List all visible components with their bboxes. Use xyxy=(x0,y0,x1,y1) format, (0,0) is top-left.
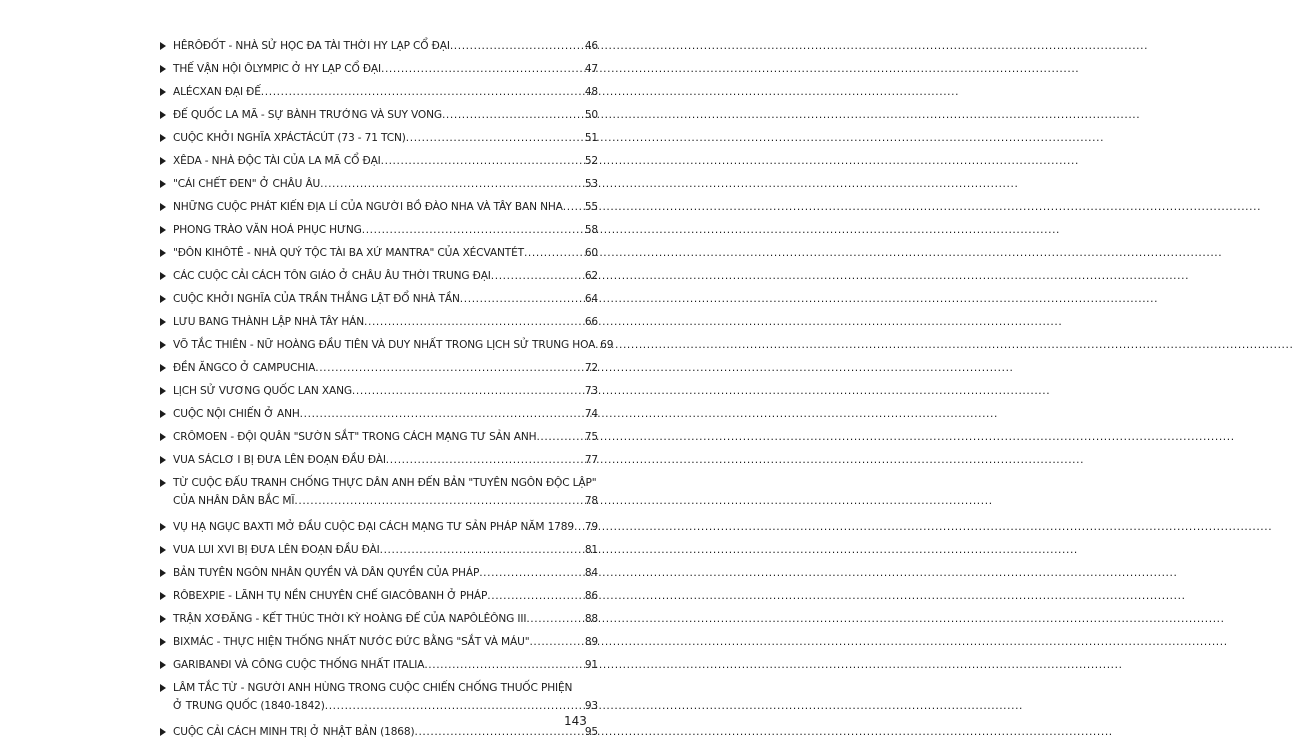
entry-page: 88 xyxy=(584,613,598,625)
entry-page: 72 xyxy=(584,362,598,374)
triangle-bullet-icon xyxy=(160,456,166,464)
entry-page: 91 xyxy=(584,659,598,671)
toc-entry xyxy=(160,83,598,106)
entry-page: 60 xyxy=(584,247,598,259)
toc-entry xyxy=(160,723,598,746)
dot-leader xyxy=(563,198,584,216)
triangle-bullet-icon xyxy=(160,295,166,303)
dot-leader xyxy=(381,152,584,170)
entry-title: NHỮNG CUỘC PHÁT KIẾN ĐỊA LÍ CỦA NGƯỜI BỒ ĐÀO NHA VÀ TÂY BAN NHA xyxy=(173,201,563,213)
dot-leader xyxy=(261,83,584,101)
entry-title: CRÔMOEN - ĐỘI QUÂN "SƯỜN SẮT" TRONG CÁCH MẠNG TƯ SẢN ANH xyxy=(173,431,537,443)
entry-page: 48 xyxy=(584,86,598,98)
toc-entry xyxy=(160,60,598,83)
entry-page: 86 xyxy=(584,590,598,602)
triangle-bullet-icon xyxy=(160,684,166,692)
dot-leader xyxy=(526,610,583,628)
toc-entry xyxy=(160,336,614,359)
entry-page: 73 xyxy=(584,385,598,397)
dot-leader xyxy=(300,405,584,423)
dot-leader xyxy=(450,37,584,55)
entry-page: 74 xyxy=(584,408,598,420)
entry-title: CUỘC NỘI CHIẾN Ở ANH xyxy=(173,408,300,420)
dot-leader xyxy=(574,518,584,536)
triangle-bullet-icon xyxy=(160,410,166,418)
entry-title: HÊRÔĐỐT - NHÀ SỬ HỌC ĐA TÀI THỜI HY LẠP CỔ ĐẠI xyxy=(173,40,450,52)
entry-title: ALÉCXAN ĐẠI ĐẾ xyxy=(173,86,261,98)
triangle-bullet-icon xyxy=(160,433,166,441)
toc-entry xyxy=(160,656,598,679)
entry-title: "CÁI CHẾT ĐEN" Ở CHÂU ÂU xyxy=(173,178,321,190)
dot-leader xyxy=(320,175,584,193)
entry-title-line-1: TỪ CUỘC ĐẤU TRANH CHỐNG THỰC DÂN ANH ĐẾN BẢN "TUYÊN NGÔN ĐỘC LẬP" xyxy=(173,477,597,489)
dot-leader xyxy=(424,656,584,674)
entry-title: THẾ VẬN HỘI ÔLYMPIC Ở HY LẠP CỔ ĐẠI xyxy=(173,63,381,75)
entry-title: TRẬN XƠĐĂNG - KẾT THÚC THỜI KỲ HOÀNG ĐẾ CỦA NAPÔLÊÔNG III xyxy=(173,613,527,625)
entry-title: VUA LUI XVI BỊ ĐƯA LÊN ĐOẠN ĐẦU ĐÀI xyxy=(173,544,380,556)
entry-title: BIXMÁC - THỰC HIỆN THỐNG NHẤT NƯỚC ĐỨC BẰNG "SẮT VÀ MÁU" xyxy=(173,636,530,648)
dot-leader xyxy=(414,723,583,741)
entry-page: 95 xyxy=(584,726,598,738)
entry-page: 84 xyxy=(584,567,598,579)
triangle-bullet-icon xyxy=(160,638,166,646)
triangle-bullet-icon xyxy=(160,728,166,736)
dot-leader xyxy=(524,244,584,262)
toc-entry xyxy=(160,518,598,541)
entry-title: CÁC CUỘC CẢI CÁCH TÔN GIÁO Ở CHÂU ÂU THỜI TRUNG ĐẠI xyxy=(173,270,491,282)
entry-page: 58 xyxy=(584,224,598,236)
entry-title: PHONG TRÀO VĂN HOÁ PHỤC HƯNG xyxy=(173,224,362,236)
dot-leader xyxy=(364,313,584,331)
toc-entry xyxy=(160,267,598,290)
triangle-bullet-icon xyxy=(160,387,166,395)
entry-title: GARIBANĐI VÀ CÔNG CUỘC THỐNG NHẤT ITALIA xyxy=(173,659,425,671)
toc-entry xyxy=(160,679,598,723)
triangle-bullet-icon xyxy=(160,111,166,119)
entry-page: 46 xyxy=(584,40,598,52)
entry-page: 69 xyxy=(600,339,614,351)
entry-page: 53 xyxy=(584,178,598,190)
triangle-bullet-icon xyxy=(160,157,166,165)
entry-page: 50 xyxy=(584,109,598,121)
dot-leader xyxy=(315,359,584,377)
triangle-bullet-icon xyxy=(160,272,166,280)
entry-page: 47 xyxy=(584,63,598,75)
toc-entry xyxy=(160,244,598,267)
toc-entry xyxy=(160,152,598,175)
entry-page: 93 xyxy=(584,700,598,712)
toc-entry xyxy=(160,313,598,336)
toc-entry xyxy=(160,106,598,129)
entry-title: LƯU BANG THÀNH LẬP NHÀ TÂY HÁN xyxy=(173,316,365,328)
toc-entry xyxy=(160,428,598,451)
triangle-bullet-icon xyxy=(160,42,166,50)
toc-entry xyxy=(160,359,598,382)
toc-entry xyxy=(160,564,598,587)
dot-leader xyxy=(460,290,584,308)
dot-leader xyxy=(294,492,583,510)
entry-page: 62 xyxy=(584,270,598,282)
entry-page: 64 xyxy=(584,293,598,305)
triangle-bullet-icon xyxy=(160,134,166,142)
triangle-bullet-icon xyxy=(160,180,166,188)
entry-page: 81 xyxy=(584,544,598,556)
dot-leader xyxy=(362,221,584,239)
dot-leader xyxy=(487,587,584,605)
entry-page: 55 xyxy=(584,201,598,213)
entry-page: 79 xyxy=(584,521,598,533)
dot-leader xyxy=(381,60,584,78)
dot-leader xyxy=(380,541,584,559)
dot-leader xyxy=(491,267,584,285)
entry-title-line-2: CỦA NHÂN DÂN BẮC MĨ xyxy=(173,495,295,507)
entry-title: BẢN TUYÊN NGÔN NHÂN QUYỀN VÀ DÂN QUYỀN CỦA PHÁP xyxy=(173,567,480,579)
triangle-bullet-icon xyxy=(160,569,166,577)
entry-page: 66 xyxy=(584,316,598,328)
toc-entry xyxy=(160,290,598,313)
toc-entry xyxy=(160,221,598,244)
entry-title: VUA SÁCLƠ I BỊ ĐƯA LÊN ĐOẠN ĐẦU ĐÀI xyxy=(173,454,386,466)
entry-title: LỊCH SỬ VƯƠNG QUỐC LAN XANG xyxy=(173,385,352,397)
dot-leader xyxy=(536,428,583,446)
entry-page: 77 xyxy=(584,454,598,466)
entry-title: ĐẾ QUỐC LA MÃ - SỰ BÀNH TRƯỚNG VÀ SUY VONG xyxy=(173,109,442,121)
entry-title: VÕ TẮC THIÊN - NỮ HOÀNG ĐẦU TIÊN VÀ DUY NHẤT TRONG LỊCH SỬ TRUNG HOA xyxy=(173,339,596,351)
entry-title: "ĐÔN KIHÔTÊ - NHÀ QUÝ TỘC TÀI BA XỨ MANTRA" CỦA XÉCVANTÉT xyxy=(173,247,524,259)
entry-page: 89 xyxy=(584,636,598,648)
entry-title-line-1: LÂM TẮC TỪ - NGƯỜI ANH HÙNG TRONG CUỘC CHIẾN CHỐNG THUỐC PHIỆN xyxy=(173,682,573,694)
toc-entry xyxy=(160,541,598,564)
triangle-bullet-icon xyxy=(160,615,166,623)
entry-page: 78 xyxy=(584,495,598,507)
entry-title: XÊDA - NHÀ ĐỘC TÀI CỦA LA MÃ CỔ ĐẠI xyxy=(173,155,381,167)
toc-entry xyxy=(160,37,598,60)
triangle-bullet-icon xyxy=(160,341,166,349)
triangle-bullet-icon xyxy=(160,203,166,211)
entry-title: CUỘC CẢI CÁCH MINH TRỊ Ở NHẬT BẢN (1868) xyxy=(173,726,415,738)
toc-entry xyxy=(160,382,598,405)
dot-leader xyxy=(325,697,584,715)
entry-title: RÔBEXPIE - LÃNH TỤ NỀN CHUYÊN CHẾ GIACÔBANH Ở PHÁP xyxy=(173,590,488,602)
entry-title: CUỘC KHỞI NGHĨA XPÁCTÁCÚT (73 - 71 TCN) xyxy=(173,132,406,144)
triangle-bullet-icon xyxy=(160,546,166,554)
page-number: 143 xyxy=(564,714,587,728)
triangle-bullet-icon xyxy=(160,88,166,96)
toc-entry xyxy=(160,405,598,428)
toc-entry xyxy=(160,175,598,198)
toc-entry xyxy=(160,610,598,633)
entry-title: VỤ HẠ NGỤC BAXTI MỞ ĐẦU CUỘC ĐẠI CÁCH MẠNG TƯ SẢN PHÁP NĂM 1789 xyxy=(173,521,574,533)
dot-leader xyxy=(479,564,584,582)
toc-entry xyxy=(160,474,598,518)
triangle-bullet-icon xyxy=(160,523,166,531)
dot-leader xyxy=(386,451,584,469)
entry-title: CUỘC KHỞI NGHĨA CỦA TRẦN THẮNG LẬT ĐỔ NHÀ TẦN xyxy=(173,293,460,305)
triangle-bullet-icon xyxy=(160,226,166,234)
dot-leader xyxy=(442,106,584,124)
triangle-bullet-icon xyxy=(160,318,166,326)
triangle-bullet-icon xyxy=(160,592,166,600)
entry-title-line-2: Ở TRUNG QUỐC (1840-1842) xyxy=(173,700,325,712)
entry-page: 52 xyxy=(584,155,598,167)
triangle-bullet-icon xyxy=(160,65,166,73)
table-of-contents xyxy=(160,37,614,746)
dot-leader xyxy=(406,129,584,147)
triangle-bullet-icon xyxy=(160,661,166,669)
triangle-bullet-icon xyxy=(160,364,166,372)
entry-title: ĐỀN ĂNGCO Ở CAMPUCHIA xyxy=(173,362,316,374)
dot-leader xyxy=(529,633,583,651)
entry-page: 51 xyxy=(584,132,598,144)
toc-entry xyxy=(160,587,598,610)
toc-entry xyxy=(160,633,598,656)
triangle-bullet-icon xyxy=(160,249,166,257)
toc-entry xyxy=(160,129,598,152)
triangle-bullet-icon xyxy=(160,479,166,487)
entry-page: 75 xyxy=(584,431,598,443)
toc-entry xyxy=(160,198,598,221)
dot-leader xyxy=(352,382,584,400)
toc-entry xyxy=(160,451,598,474)
